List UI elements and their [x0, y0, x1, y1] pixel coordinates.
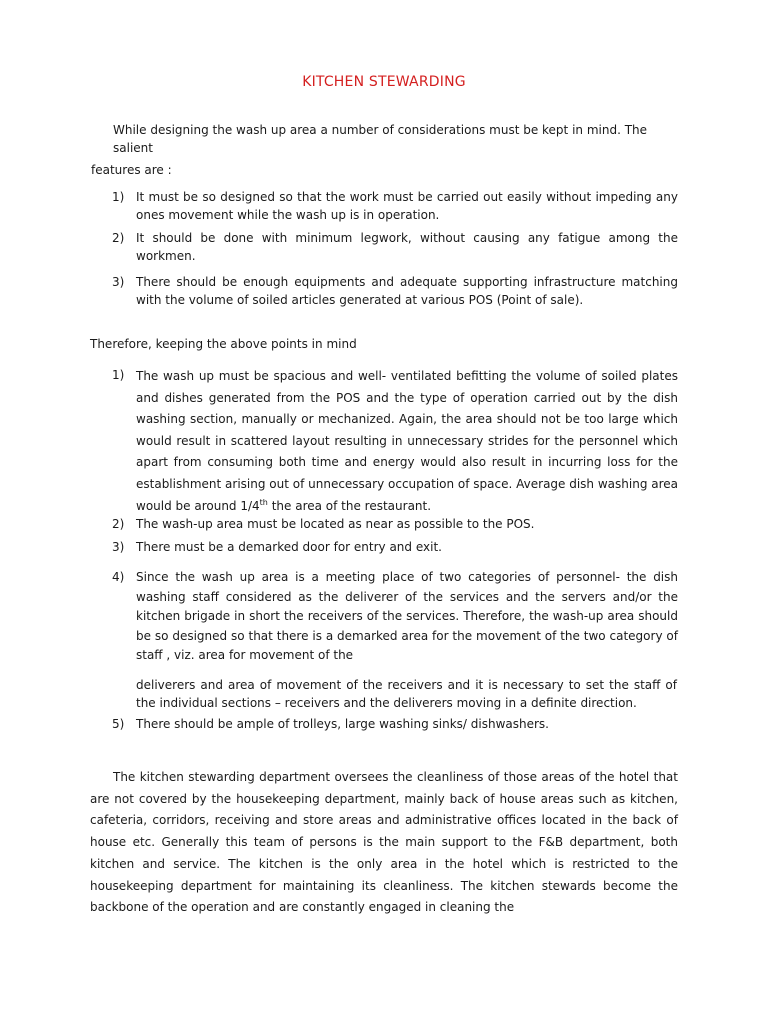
list-item	[90, 568, 678, 666]
list-text: There must be a demarked door for entry and exit.	[136, 540, 442, 554]
list-item	[90, 366, 678, 517]
list-item	[90, 515, 678, 533]
list-item-continuation: deliverers and area of movement of the receivers and it is necessary to set the staff of the individual sections – receivers and the deliverers moving in a definite direction.	[136, 678, 677, 710]
list-number: 2)	[112, 231, 125, 245]
list-number: 5)	[112, 717, 125, 731]
list-number: 4)	[112, 570, 125, 584]
features-label: features are :	[91, 163, 172, 177]
list-text-main: The wash up must be spacious and well- ventilated befitting the volume of soiled plates and dishes generated from the POS and the type of operation carried out by the dish washing section, manually or mechanized. Again, the area should not be too large which would result in scattered layout resulting in unnecessary strides for the personnel which apart from consuming both time and energy would also result in incurring loss for the establishment arising out of unnecessary occupation of space. Average dish washing area would be around 1/4	[136, 369, 679, 513]
list-item	[90, 715, 678, 733]
list-number: 3)	[112, 540, 125, 554]
list-text: There should be enough equipments and adequate supporting infrastructure matching with the volume of soiled articles generated at various POS (Point of sale).	[136, 275, 678, 307]
list-text: It must be so designed so that the work must be carried out easily without impeding any ones movement while the wash up is in operation.	[136, 190, 678, 222]
intro-text: While designing the wash up area a number of considerations must be kept in mind. The salient	[113, 123, 648, 155]
superscript: th	[259, 497, 268, 507]
list-item	[90, 229, 678, 265]
list-number: 1)	[112, 368, 125, 382]
list-number: 1)	[112, 190, 125, 204]
list-text-end: the area of the restaurant.	[267, 498, 432, 513]
list-number: 3)	[112, 275, 125, 289]
list-text: Since the wash up area is a meeting place of two categories of personnel- the dish washing staff considered as the deliverer of the services and the servers and/or the kitchen brigade in short the receivers of the services. Therefore, the wash-up area should be so designed so that there is a demarked area for the movement of the two category of staff , viz. area for movement of the	[136, 570, 678, 662]
list-item	[90, 273, 678, 309]
list-text: There should be ample of trolleys, large washing sinks/ dishwashers.	[136, 717, 549, 731]
body-paragraph: The kitchen stewarding department oversees the cleanliness of those areas of the hotel that are not covered by the housekeeping department, mainly back of house areas such as kitchen, cafeteria, corridors, receiving and store areas and administrative offices located in the back of house etc. Generally this team of persons is the main support to the F&B department, both kitchen and service. The kitchen is the only area in the hotel which is restricted to the housekeeping department for maintaining its cleanliness. The kitchen stewards become the backbone of the operation and are constantly engaged in cleaning the	[90, 770, 678, 915]
list-text	[136, 366, 678, 517]
list-text: The wash-up area must be located as near as possible to the POS.	[136, 517, 535, 531]
page-title: KITCHEN STEWARDING	[302, 74, 466, 90]
list-item	[90, 188, 678, 224]
list-item	[90, 538, 678, 556]
list-number: 2)	[112, 517, 125, 531]
list-text: It should be done with minimum legwork, without causing any fatigue among the workmen.	[136, 231, 678, 263]
therefore-text: Therefore, keeping the above points in mind	[90, 337, 357, 351]
